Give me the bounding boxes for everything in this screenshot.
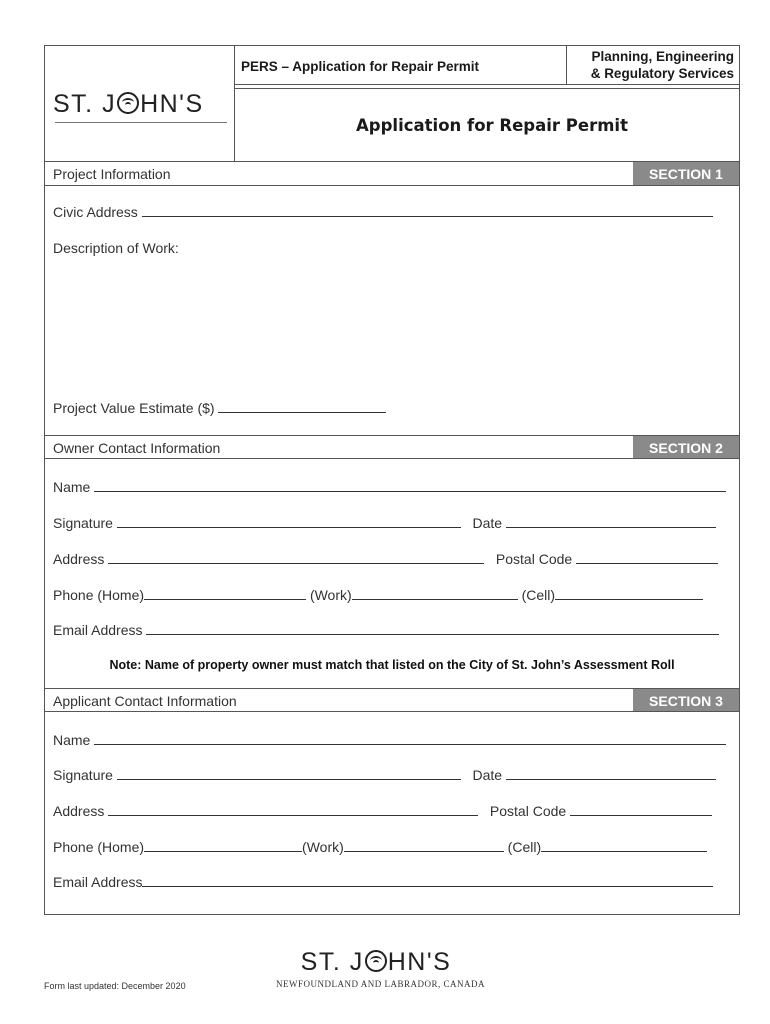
applicant-address-field[interactable] xyxy=(108,803,478,816)
section-3-header xyxy=(45,688,739,712)
header-double-rule xyxy=(235,84,739,89)
civic-address-field[interactable] xyxy=(142,204,713,217)
owner-email-row: Email Address xyxy=(53,622,719,638)
footer-logo xyxy=(276,948,485,989)
project-value-field[interactable] xyxy=(218,400,386,413)
applicant-phone-row: Phone (Home) (Work) (Cell) xyxy=(53,839,707,855)
section-2-header xyxy=(45,435,739,459)
owner-postal-code-field[interactable] xyxy=(576,551,718,564)
section-1-body xyxy=(45,186,739,435)
section-3-body xyxy=(45,712,739,912)
form-code-title: PERS – Application for Repair Permit xyxy=(241,59,480,74)
section-1-label: Project Information xyxy=(53,166,171,182)
logo-o-emblem-icon xyxy=(117,92,139,114)
owner-address-field[interactable] xyxy=(108,551,484,564)
applicant-name-row: Name xyxy=(53,732,726,748)
owner-phone-cell-field[interactable] xyxy=(555,587,703,600)
description-field[interactable] xyxy=(53,260,725,380)
logo-cell xyxy=(45,46,235,162)
applicant-phone-cell-field[interactable] xyxy=(541,839,707,852)
form-updated-date: Form last updated: December 2020 xyxy=(44,981,186,991)
applicant-date-field[interactable] xyxy=(506,767,716,780)
description-label: Description of Work: xyxy=(53,240,179,256)
title-cell xyxy=(235,46,739,162)
civic-address-row: Civic Address xyxy=(53,204,713,220)
section-1-header xyxy=(45,162,739,186)
owner-note: Note: Name of property owner must match that listed on the City of St. John’s Assessment Roll xyxy=(109,658,675,672)
applicant-signature-row: Signature Date xyxy=(53,767,716,783)
applicant-name-field[interactable] xyxy=(94,732,726,745)
section-3-badge: SECTION 3 xyxy=(633,689,739,711)
owner-signature-row: Signature Date xyxy=(53,515,716,531)
owner-signature-field[interactable] xyxy=(117,515,461,528)
section-2-body xyxy=(45,459,739,688)
owner-phone-work-field[interactable] xyxy=(352,587,518,600)
applicant-postal-code-field[interactable] xyxy=(570,803,712,816)
department-name: Planning, Engineering & Regulatory Services xyxy=(566,46,739,84)
footer-logo-o-emblem-icon xyxy=(365,950,387,972)
project-value-row: Project Value Estimate ($) xyxy=(53,400,386,416)
footer-logo-text: ST. J HN'S xyxy=(300,948,452,976)
form-header xyxy=(45,46,739,162)
applicant-email-row: Email Address xyxy=(53,874,713,890)
section-1-badge: SECTION 1 xyxy=(633,162,739,185)
applicant-signature-field[interactable] xyxy=(117,767,461,780)
owner-email-field[interactable] xyxy=(146,622,719,635)
st-johns-logo: ST. J HN'S xyxy=(53,90,204,118)
applicant-address-row: Address Postal Code xyxy=(53,803,712,819)
owner-name-row: Name xyxy=(53,479,726,495)
owner-name-field[interactable] xyxy=(94,479,726,492)
owner-address-row: Address Postal Code xyxy=(53,551,718,567)
owner-date-field[interactable] xyxy=(506,515,716,528)
logo-divider xyxy=(55,122,227,123)
applicant-phone-work-field[interactable] xyxy=(344,839,504,852)
footer-tagline: NEWFOUNDLAND AND LABRADOR, CANADA xyxy=(276,979,485,989)
applicant-email-field[interactable] xyxy=(142,874,713,887)
permit-form xyxy=(44,45,740,915)
owner-phone-home-field[interactable] xyxy=(144,587,306,600)
section-3-label: Applicant Contact Information xyxy=(53,693,237,709)
section-2-label: Owner Contact Information xyxy=(53,440,221,456)
applicant-phone-home-field[interactable] xyxy=(144,839,302,852)
owner-phone-row: Phone (Home) (Work) (Cell) xyxy=(53,587,703,603)
section-2-badge: SECTION 2 xyxy=(633,436,739,458)
page-title: Application for Repair Permit xyxy=(356,116,628,135)
